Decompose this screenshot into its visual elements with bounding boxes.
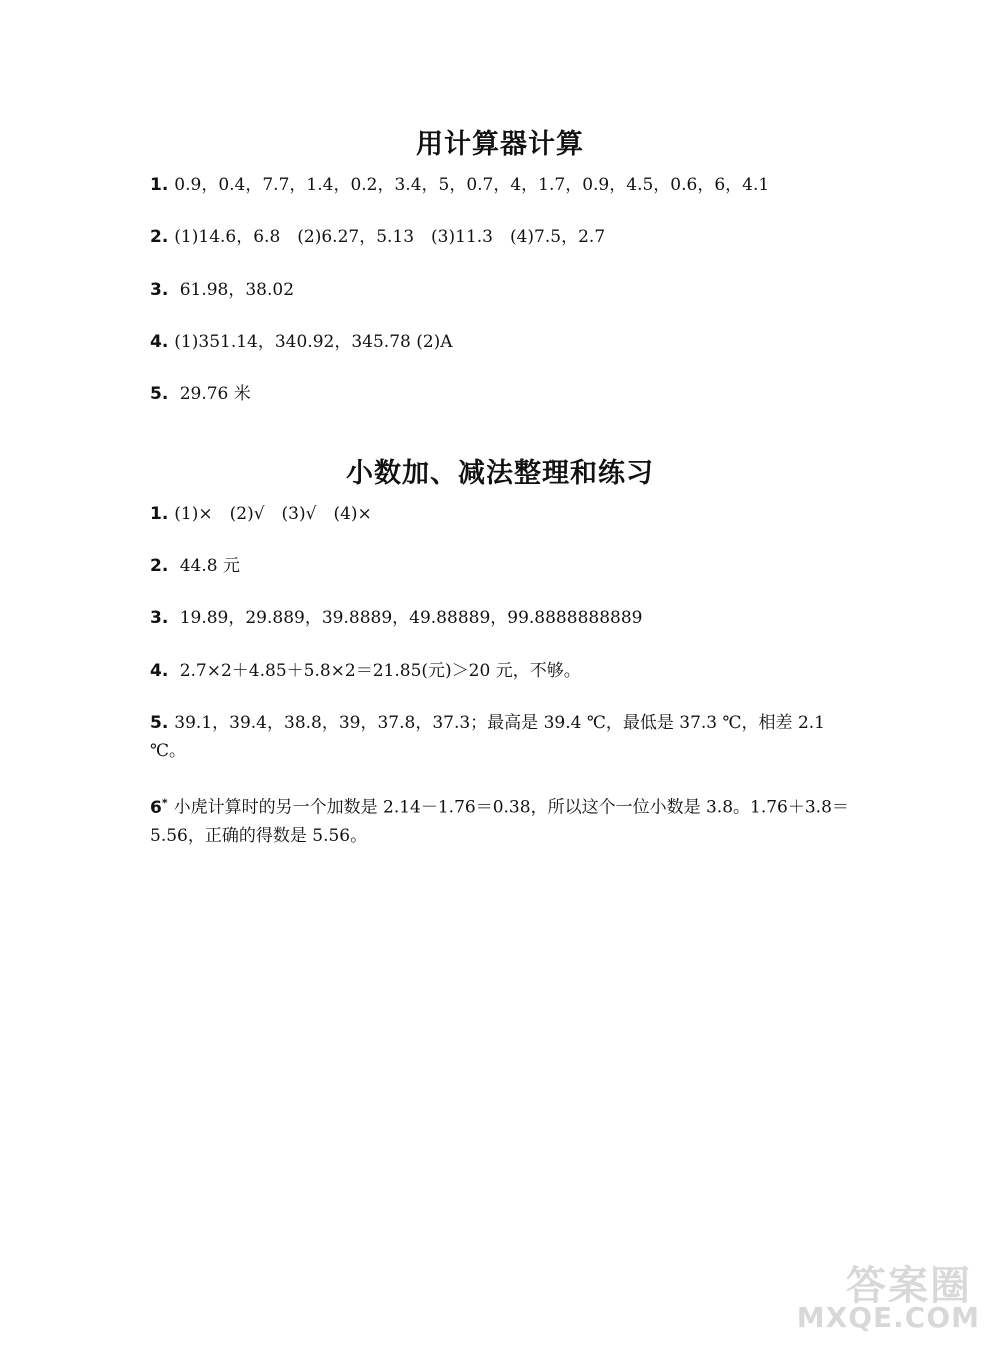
answer-item: [150, 380, 860, 408]
item-text: 44.8 元: [174, 556, 240, 576]
item-number: 4.: [150, 661, 169, 681]
item-number: 2.: [150, 227, 169, 247]
section-title-decimal-review: 小数加、减法整理和练习: [346, 458, 654, 489]
item-number: 1.: [150, 504, 169, 524]
item-text: 0.9，0.4，7.7，1.4，0.2，3.4，5，0.7，4，1.7，0.9，4.5，0.6，6，4.1: [174, 175, 770, 195]
item-text: 61.98，38.02: [174, 280, 295, 300]
item-number: 5.: [150, 384, 169, 404]
item-text: (1)14.6，6.8 (2)6.27，5.13 (3)11.3 (4)7.5，2.7: [174, 227, 606, 247]
item-text: 39.1，39.4，38.8，39，37.8，37.3；最高是 39.4 ℃，最低是 37.3 ℃，相差 2.1 ℃。: [150, 713, 825, 761]
answer-item: [150, 328, 860, 356]
item-number-digit: 6: [150, 797, 162, 818]
answer-item: [150, 657, 860, 685]
challenge-star: *: [161, 796, 168, 809]
item-number: 1.: [150, 175, 169, 195]
answer-item: [150, 789, 860, 850]
item-text: 2.7×2＋4.85＋5.8×2＝21.85(元)＞20 元，不够。: [174, 661, 581, 681]
answer-item: [150, 500, 860, 528]
answer-item: [150, 552, 860, 580]
watermark-top-text: 答案圈: [846, 1263, 972, 1309]
section-title-calculator: 用计算器计算: [416, 129, 584, 160]
item-text: 小虎计算时的另一个加数是 2.14－1.76＝0.38，所以这个一位小数是 3.8。1.76＋3.8＝5.56，正确的得数是 5.56。: [150, 797, 849, 846]
answer-item: [150, 709, 860, 765]
answer-item: [150, 171, 860, 199]
item-number: 5.: [150, 713, 169, 733]
item-text: (1)× (2)√ (3)√ (4)×: [174, 504, 372, 524]
item-number: 3.: [150, 608, 169, 628]
item-number: 3.: [150, 280, 169, 300]
item-number: [150, 798, 168, 818]
watermark-logo: [780, 1254, 980, 1334]
item-number: 4.: [150, 332, 169, 352]
item-text: 29.76 米: [174, 384, 251, 404]
answer-item: [150, 223, 860, 251]
item-text: (1)351.14，340.92，345.78 (2)A: [174, 332, 453, 352]
watermark-bottom-text: MXQE.COM: [796, 1301, 980, 1334]
answer-item: [150, 276, 860, 304]
item-number: 2.: [150, 556, 169, 576]
answer-item: [150, 604, 860, 632]
item-text: 19.89，29.889，39.8889，49.88889，99.8888888889: [174, 608, 643, 628]
